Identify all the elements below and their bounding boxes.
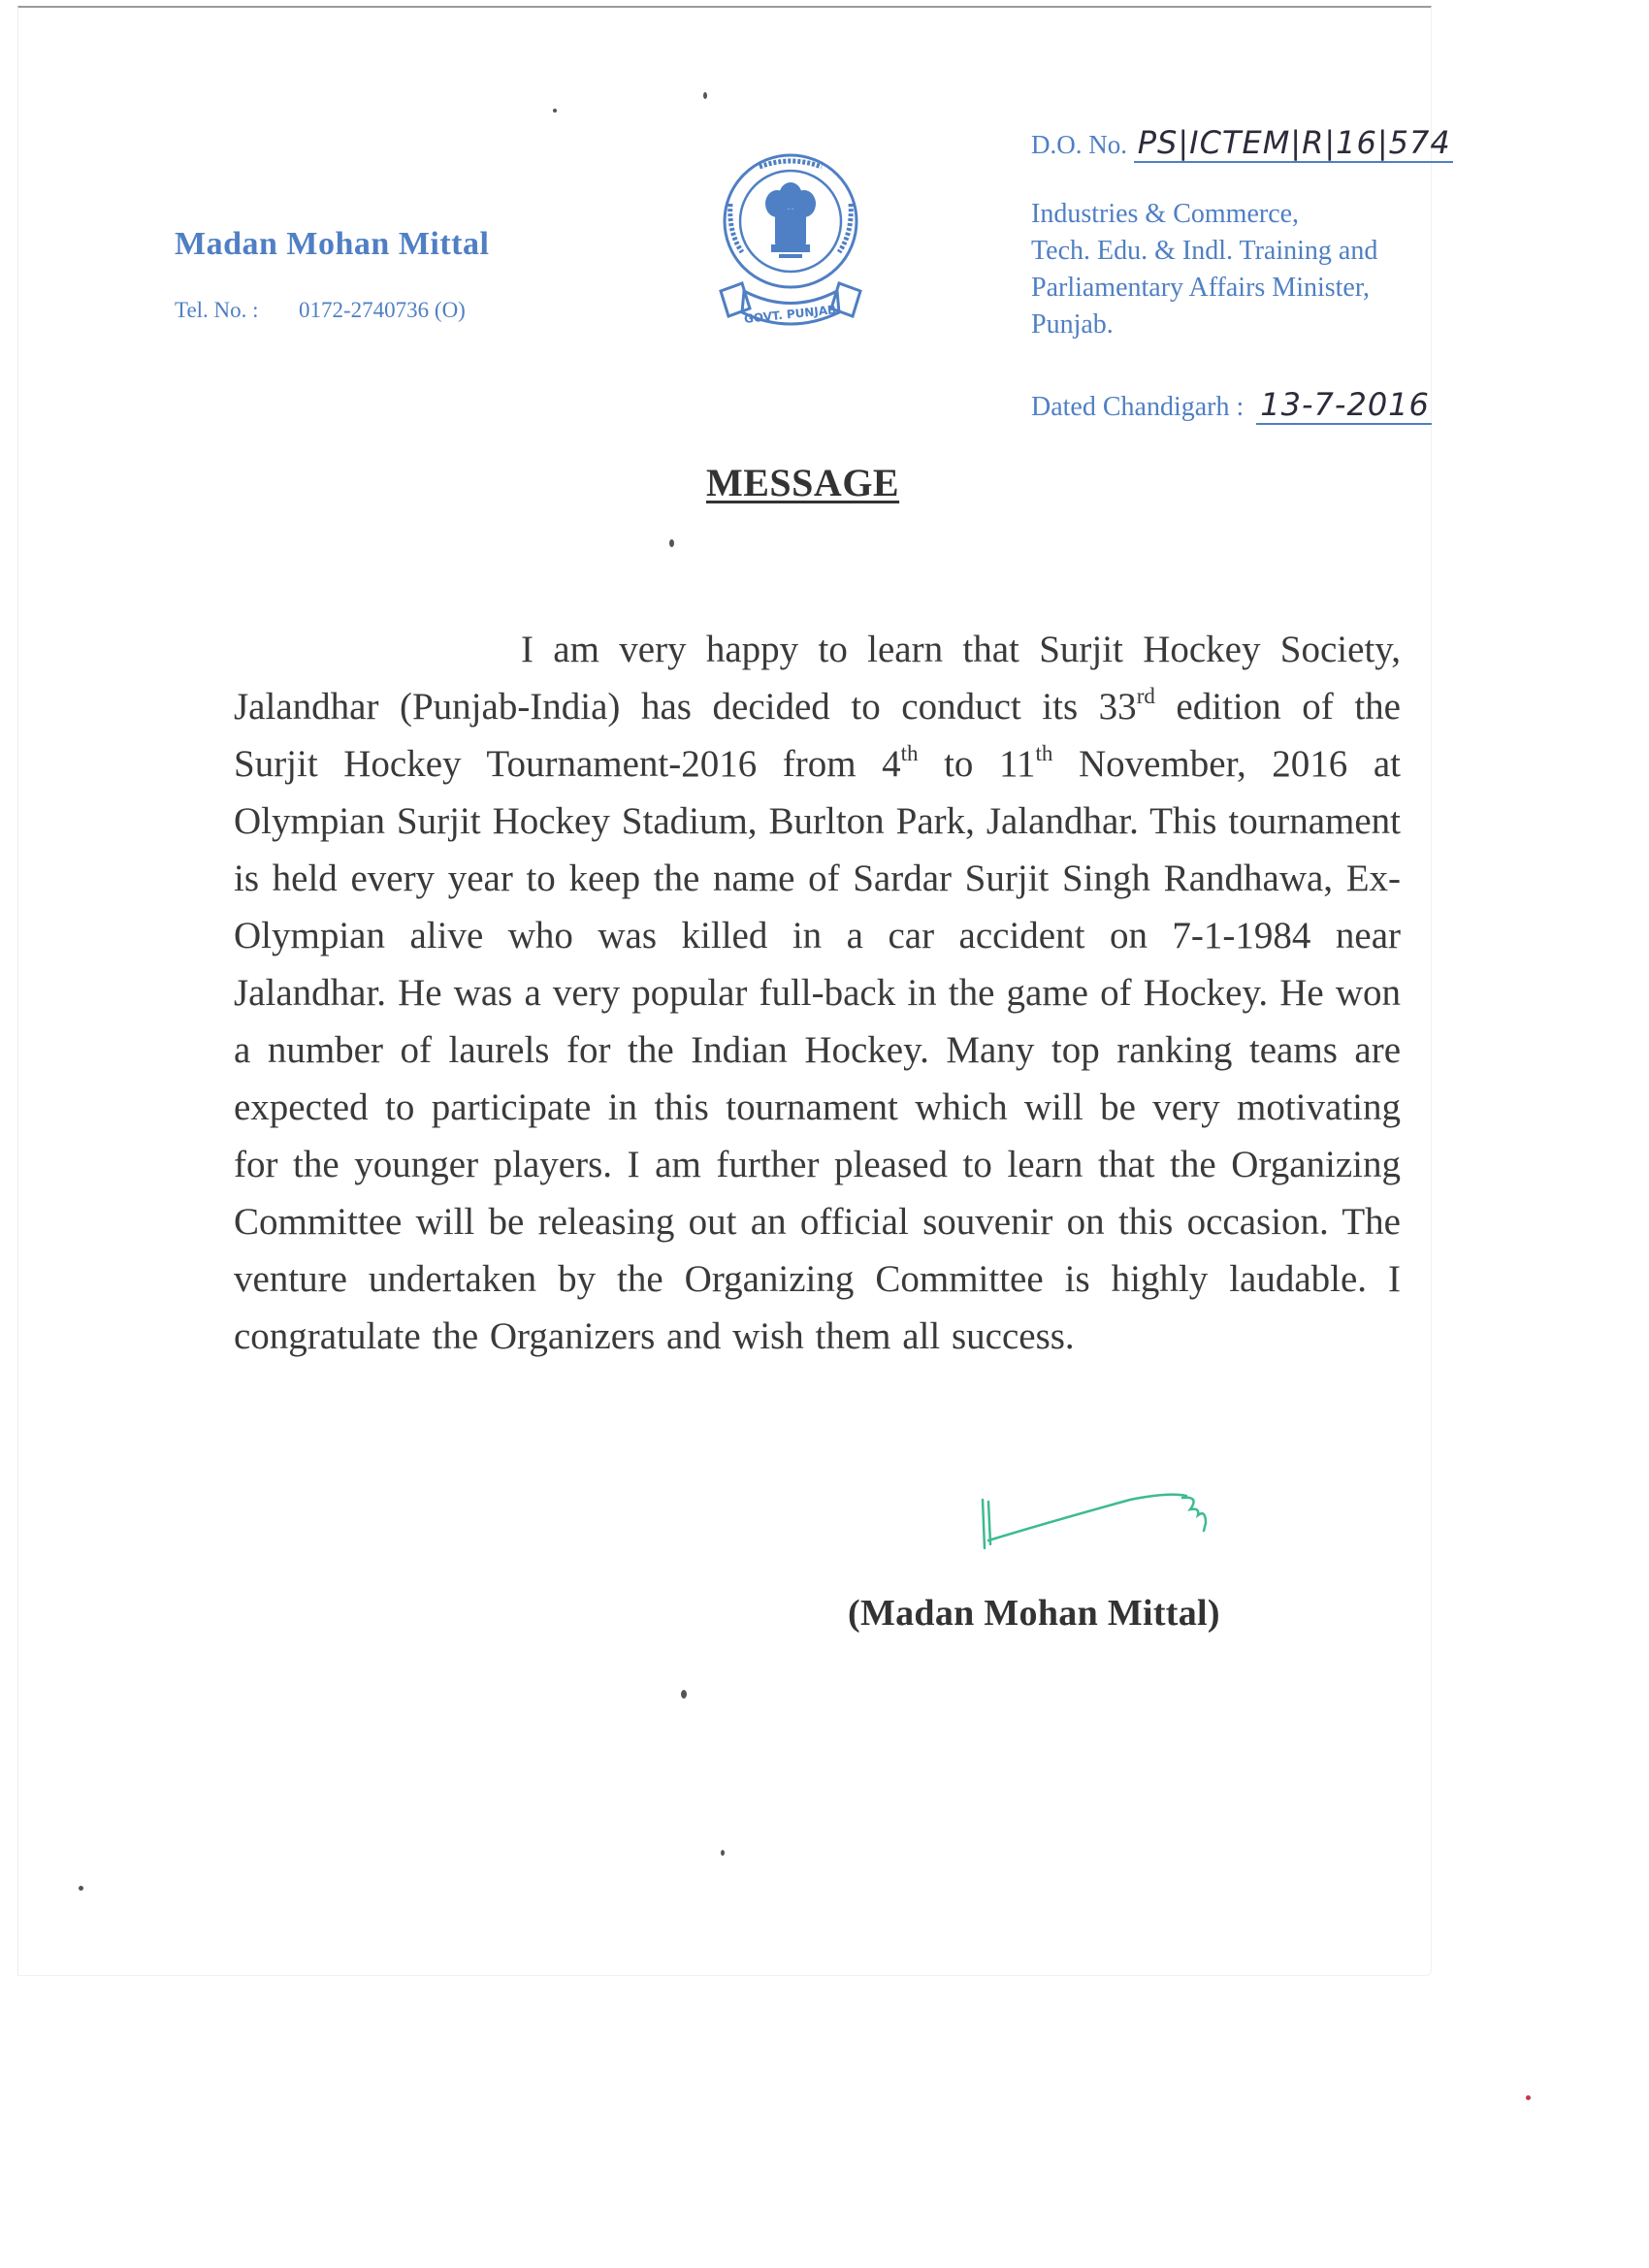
message-body: [234, 621, 1401, 1365]
scan-speck: [553, 109, 557, 113]
ordinal-suffix: rd: [1136, 684, 1155, 708]
scan-speck: [79, 1886, 83, 1891]
do-number-line: [1031, 124, 1453, 161]
scan-speck: [721, 1850, 725, 1856]
dated-label: Dated Chandigarh :: [1031, 392, 1245, 422]
telephone-label: Tel. No. :: [175, 298, 259, 322]
body-text-segment: I am very happy to learn that Surjit Hockey Society, Jalandhar (Punjab-India) has decided to conduct its 33: [234, 629, 1401, 728]
ordinal-suffix: th: [900, 741, 919, 765]
date-handwritten: 13-7-2016: [1256, 386, 1432, 425]
portfolio-line: Punjab.: [1031, 309, 1114, 340]
minister-name: Madan Mohan Mittal: [175, 226, 490, 262]
govt-punjab-emblem-icon: [703, 146, 878, 340]
dated-line: [1031, 386, 1432, 423]
scan-speck: [1526, 2095, 1531, 2100]
signatory-name: (Madan Mohan Mittal): [848, 1593, 1220, 1634]
telephone-line: [175, 298, 466, 323]
svg-text:GOVT. PUNJAB: GOVT. PUNJAB: [743, 303, 837, 326]
scan-speck: [669, 539, 674, 547]
portfolio-line: Industries & Commerce,: [1031, 199, 1300, 229]
body-text-segment: to 11: [918, 743, 1036, 785]
do-number-label: D.O. No.: [1031, 130, 1127, 159]
scan-speck: [681, 1690, 687, 1699]
portfolio-line: Parliamentary Affairs Minister,: [1031, 273, 1371, 303]
body-text-segment: edition of the Surjit Hockey Tournament-2016 from 4: [234, 686, 1401, 785]
message-heading: MESSAGE: [706, 461, 900, 504]
scan-speck: [703, 92, 707, 99]
body-text-segment: November, 2016 at Olympian Surjit Hockey Stadium, Burlton Park, Jalandhar. This tournament is held every year to keep the name of Sardar Surjit Singh Randhawa, Ex-Olympian alive who was killed in a car accident on 7-1-1984 near Jalandhar. He was a very popular full-back in the game of Hockey. He won a number of laurels for the Indian Hockey. Many top ranking teams are expected to participate in this tournament which will be very motivating for the younger players. I am further pleased to learn that the Organizing Committee will be releasing out an official souvenir on this occasion. The venture undertaken by the Organizing Committee is highly laudable. I congratulate the Organizers and wish them all success.: [234, 743, 1401, 1357]
telephone-number: 0172-2740736 (O): [299, 298, 466, 322]
do-number-handwritten: PS|ICTEM|R|16|574: [1134, 124, 1453, 163]
ordinal-suffix: th: [1035, 741, 1053, 765]
handwritten-signature-icon: [975, 1473, 1237, 1570]
portfolio-line: Tech. Edu. & Indl. Training and: [1031, 236, 1378, 266]
ministerial-portfolio: [1031, 196, 1377, 343]
